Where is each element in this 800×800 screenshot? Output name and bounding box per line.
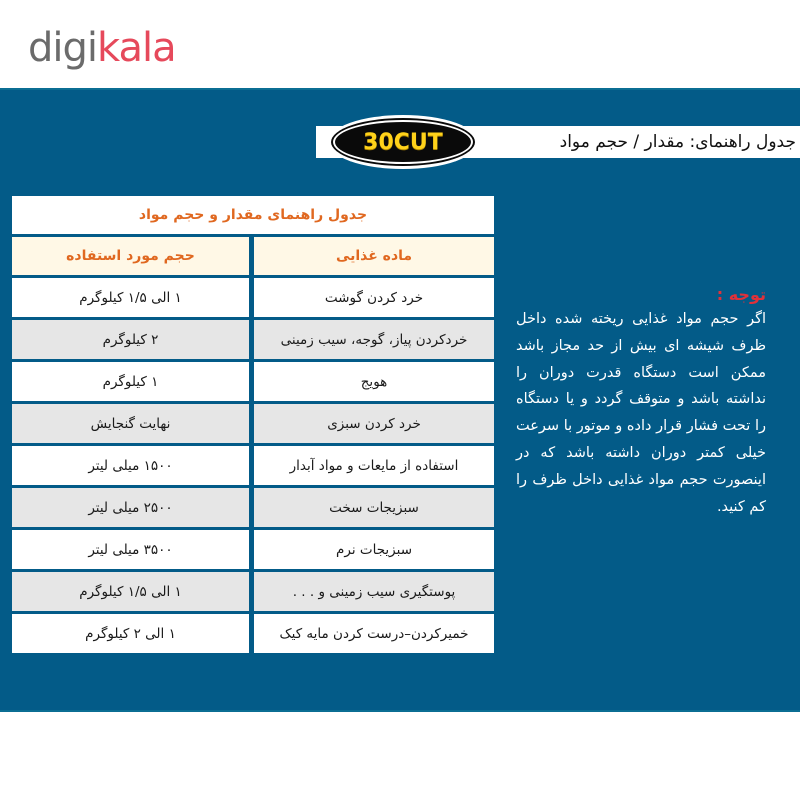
food-cell: هویج (254, 362, 494, 401)
table-row (12, 530, 494, 569)
food-cell: خردکردن پیاز، گوجه، سیب زمینی (254, 320, 494, 359)
top-bar (0, 0, 800, 88)
logo-part-kala: kala (97, 25, 176, 71)
brand-name: 30CUT (363, 129, 443, 155)
food-cell: سبزیجات نرم (254, 530, 494, 569)
food-cell: خمیرکردن–درست کردن مایه کیک (254, 614, 494, 653)
note-title: توجه : (716, 285, 766, 304)
capacity-table (12, 196, 494, 653)
table-row (12, 446, 494, 485)
amount-cell: ۱ الی ۱/۵ کیلوگرم (12, 572, 249, 611)
table-row (12, 488, 494, 527)
table-row (12, 278, 494, 317)
amount-cell: ۱ الی ۲ کیلوگرم (12, 614, 249, 653)
table-row (12, 320, 494, 359)
brand-logo-oval (333, 120, 473, 164)
table-row (12, 362, 494, 401)
table-row (12, 572, 494, 611)
column-header-amount: حجم مورد استفاده (12, 237, 249, 275)
food-cell: خرد کردن گوشت (254, 278, 494, 317)
amount-cell: ۲ کیلوگرم (12, 320, 249, 359)
table-header-row (12, 237, 494, 275)
brand-logo (328, 115, 478, 169)
food-cell: پوستگیری سیب زمینی و . . . (254, 572, 494, 611)
digikala-logo[interactable] (28, 24, 176, 72)
amount-cell: ۳۵۰۰ میلی لیتر (12, 530, 249, 569)
table-row (12, 614, 494, 653)
warning-note (516, 284, 766, 520)
banner-title: جدول راهنمای: مقدار / حجم مواد (559, 132, 796, 152)
column-header-food: ماده غذایی (254, 237, 494, 275)
amount-cell: ۱ کیلوگرم (12, 362, 249, 401)
food-cell: استفاده از مایعات و مواد آبدار (254, 446, 494, 485)
amount-cell: ۲۵۰۰ میلی لیتر (12, 488, 249, 527)
product-info-panel (0, 88, 800, 712)
food-cell: سبزیجات سخت (254, 488, 494, 527)
amount-cell: ۱۵۰۰ میلی لیتر (12, 446, 249, 485)
table-title: جدول راهنمای مقدار و حجم مواد (12, 196, 494, 234)
table-row (12, 404, 494, 443)
note-body: اگر حجم مواد غذایی ریخته شده داخل ظرف شیشه ای بیش از حد مجاز باشد ممکن است دستگاه قدرت دوران را نداشته باشد و متوقف گردد و یا دستگاه را تحت فشار قرار داده و موتور با سرعت خیلی کمتر دوران داشته باشد که در اینصورت حجم مواد غذایی داخل ظرف را کم کنید. (516, 311, 766, 515)
logo-part-digi: digi (28, 25, 98, 71)
food-cell: خرد کردن سبزی (254, 404, 494, 443)
amount-cell: ۱ الی ۱/۵ کیلوگرم (12, 278, 249, 317)
amount-cell: نهایت گنجایش (12, 404, 249, 443)
